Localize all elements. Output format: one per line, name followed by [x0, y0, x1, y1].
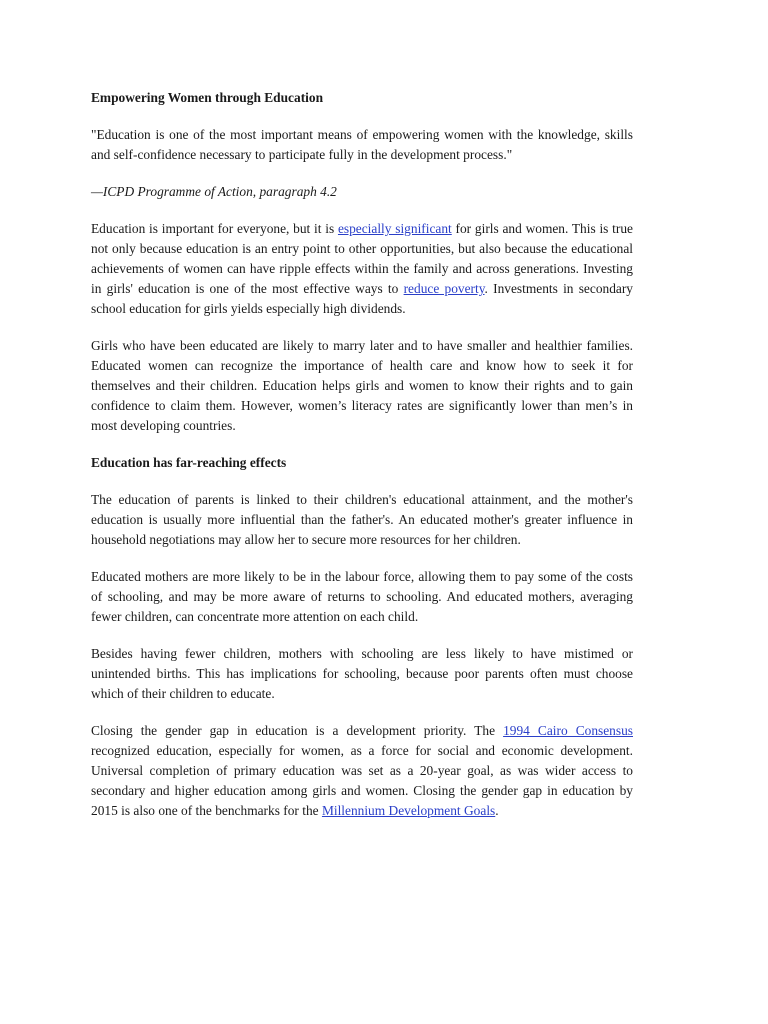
paragraph-educated-mothers: Educated mothers are more likely to be in the labour force, allowing them to pay some of the costs of schooling, and may be more aware of returns to schooling. And educated mothers, averaging fewer children, can concentrate more attention on each child. [91, 569, 633, 624]
cairo-consensus-link[interactable]: 1994 Cairo Consensus [503, 723, 633, 738]
paragraph-text: Education is important for everyone, but it is [91, 221, 338, 236]
paragraph-text: recognized education, especially for women, as a force for social and economic development. Universal completion of primary education was set as a 20-year goal, as was wider access to secondary and higher education among girls and women. Closing the gender gap in education by 2015 is also one of the benchmarks for the [91, 743, 633, 818]
icpd-quote: "Education is one of the most important means of empowering women with the knowledge, skills and self-confidence necessary to participate fully in the development process." [91, 127, 633, 162]
paragraph-parents-education: The education of parents is linked to their children's educational attainment, and the mother's education is usually more influential than the father's. An educated mother's greater influence in household negotiations may allow her to secure more resources for her children. [91, 492, 633, 547]
especially-significant-link[interactable]: especially significant [337, 221, 452, 236]
quote-citation: —ICPD Programme of Action, paragraph 4.2 [91, 184, 337, 199]
paragraph-fewer-children: Besides having fewer children, mothers with schooling are less likely to have mistimed or unintended births. This has implications for schooling, because poor parents often must choose which of their children to educate. [91, 646, 633, 701]
heading-empowering-women: Empowering Women through Education [91, 90, 324, 105]
reduce-poverty-link[interactable]: reduce poverty [403, 281, 485, 296]
paragraph-text: . [495, 803, 499, 818]
millennium-development-goals-link[interactable]: Millennium Development Goals [321, 803, 496, 818]
document-page [91, 88, 633, 838]
heading-far-reaching-effects: Education has far-reaching effects [91, 455, 287, 470]
paragraph-text: Closing the gender gap in education is a development priority. The [91, 723, 504, 738]
paragraph-text: . Investments in secondary school education for girls yields especially high dividends. [91, 281, 633, 316]
paragraph-text: for girls and women. This is true not only because education is an entry point to other opportunities, but also because the educational achievements of women can have ripple effects within the family and across generations. Investing in girls' education is one of the most effective ways to [91, 221, 633, 296]
paragraph-girls-educated: Girls who have been educated are likely to marry later and to have smaller and healthier families. Educated women can recognize the importance of health care and know how to seek it for themselves and their children. Education helps girls and women to know their rights and to gain confidence to claim them. However, women’s literacy rates are significantly lower than men’s in most developing countries. [91, 338, 633, 433]
paragraph-education-important [91, 219, 633, 319]
paragraph-gender-gap [91, 721, 633, 821]
